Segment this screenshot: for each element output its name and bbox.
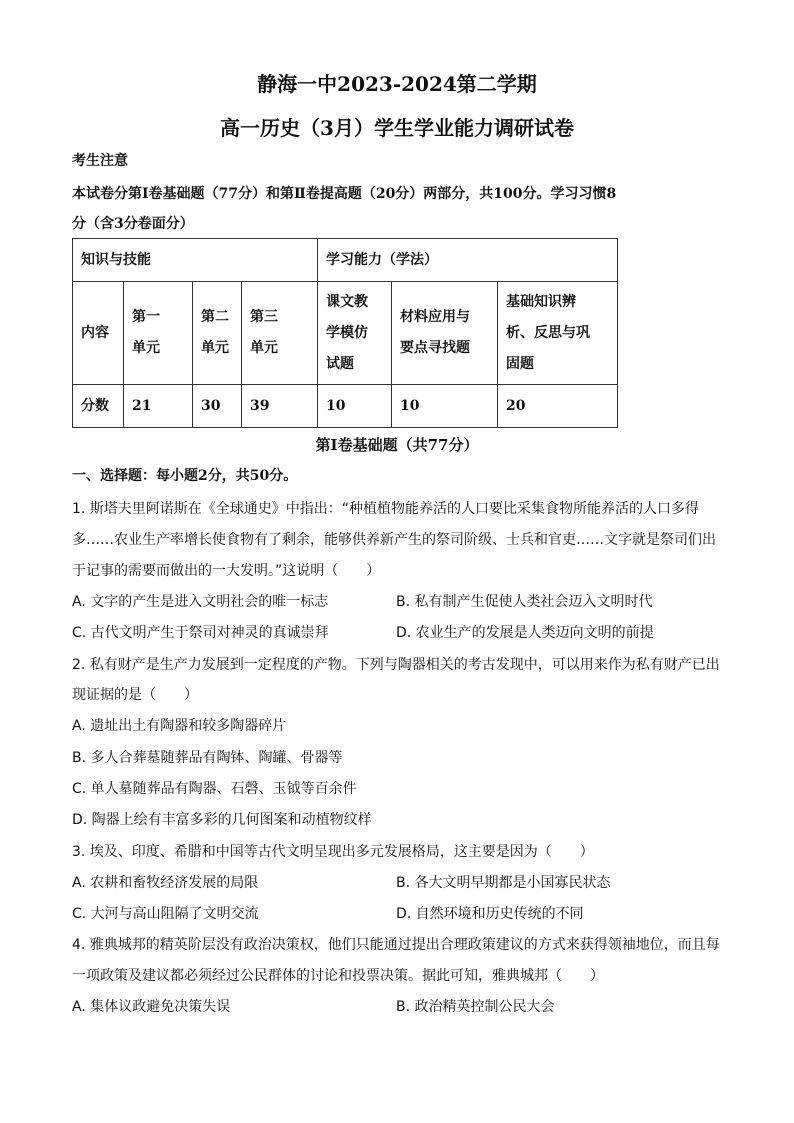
table-cell-line: 试题 — [326, 355, 354, 372]
table-cell-line: 单元 — [201, 340, 229, 356]
question-option: B. 多人合葬墓随葬品有陶钵、陶罐、骨器等 — [72, 750, 343, 766]
table-cell-line: 第一 — [132, 309, 160, 325]
exam-title: 静海一中2023-2024第二学期 — [257, 72, 537, 96]
notice-text-line1: 本试卷分第Ⅰ卷基础题（77分）和第Ⅱ卷提高题（20分）两部分，共100分。学习习惯8 — [72, 186, 617, 202]
question-stem-line: 多……农业生产率增长使食物有了剩余，能够供养新产生的祭司阶级、士兵和官吏……文字就是祭司们出 — [72, 532, 716, 548]
table-cell-line: 要点寻找题 — [400, 340, 470, 356]
question-stem-line: 于记事的需要而做出的一大发明。”这说明（ ） — [72, 563, 381, 579]
table-cell-line: 单元 — [132, 340, 160, 356]
question-stem-line: 4. 雅典城邦的精英阶层没有政治决策权，他们只能通过提出合理政策建议的方式来获得领袖地位，而且每 — [72, 937, 720, 953]
table-row-label-score: 分数 — [73, 385, 124, 428]
table-cell-score: 39 — [242, 385, 318, 428]
table-cell-content — [124, 282, 193, 385]
table-cell-content — [193, 282, 242, 385]
table-cell-line: 单元 — [250, 340, 278, 356]
question-option: C. 单人墓随葬品有陶器、石磬、玉钺等百余件 — [72, 781, 357, 797]
question-option: B. 政治精英控制公民大会 — [396, 999, 555, 1015]
table-cell-line: 基础知识辨 — [506, 293, 576, 310]
part-heading: 一、选择题：每小题2分，共50分。 — [72, 468, 298, 484]
table-cell-content — [392, 282, 498, 385]
table-cell-line: 课文教 — [326, 293, 368, 310]
question-option: D. 农业生产的发展是人类迈向文明的前提 — [396, 625, 654, 641]
table-cell-score: 21 — [124, 385, 193, 428]
table-cell-score: 10 — [392, 385, 498, 428]
table-group-knowledge: 知识与技能 — [73, 239, 318, 282]
score-table — [72, 238, 618, 428]
question-option: D. 陶器上绘有丰富多彩的几何图案和动植物纹样 — [72, 812, 372, 828]
table-cell-content — [242, 282, 318, 385]
notice-text-line2: 分（含3分卷面分） — [72, 216, 194, 232]
question-stem-line: 一项政策及建议都必须经过公民群体的讨论和投票决策。据此可知，雅典城邦（ ） — [72, 968, 604, 984]
question-option: B. 各大文明早期都是小国寡民状态 — [396, 875, 611, 891]
section-title: 第Ⅰ卷基础题（共77分） — [315, 436, 479, 454]
question-option: C. 古代文明产生于祭司对神灵的真诚崇拜 — [72, 625, 329, 641]
question-option: A. 文字的产生是进入文明社会的唯一标志 — [72, 594, 329, 610]
question-option: A. 农耕和畜牧经济发展的局限 — [72, 875, 259, 891]
table-cell-line: 析、反思与巩 — [506, 324, 590, 341]
question-stem-line: 2. 私有财产是生产力发展到一定程度的产物。下列与陶器相关的考古发现中，可以用来作为私有财产已出 — [72, 657, 720, 673]
question-stem-line: 现证据的是（ ） — [72, 687, 198, 703]
question-stem-line: 1. 斯塔夫里阿诺斯在《全球通史》中指出：“种植植物能养活的人口要比采集食物所能养活的人口多得 — [72, 501, 700, 517]
question-option: C. 大河与高山阻隔了文明交流 — [72, 906, 259, 922]
table-cell-score: 30 — [193, 385, 242, 428]
question-option: A. 集体议政避免决策失误 — [72, 999, 231, 1015]
table-cell-line: 固题 — [506, 355, 534, 372]
question-option: A. 遗址出土有陶器和较多陶器碎片 — [72, 718, 287, 734]
question-option: B. 私有制产生促使人类社会迈入文明时代 — [396, 594, 653, 610]
question-stem-line: 3. 埃及、印度、希腊和中国等古代文明呈现出多元发展格局，这主要是因为（ ） — [72, 844, 594, 860]
question-option: D. 自然环境和历史传统的不同 — [396, 906, 584, 922]
table-cell-score: 20 — [498, 385, 618, 428]
notice-heading: 考生注意 — [72, 153, 128, 169]
table-row-label-content: 内容 — [73, 282, 124, 385]
table-cell-score: 10 — [318, 385, 392, 428]
table-cell-content — [318, 282, 392, 385]
table-cell-line: 材料应用与 — [400, 309, 470, 325]
table-cell-line: 第二 — [201, 309, 229, 325]
table-cell-content — [498, 282, 618, 385]
table-cell-line: 学模仿 — [326, 324, 368, 341]
table-cell-line: 第三 — [250, 309, 278, 325]
table-group-ability: 学习能力（学法） — [318, 239, 618, 282]
exam-subtitle: 高一历史（3月）学生学业能力调研试卷 — [220, 116, 574, 140]
